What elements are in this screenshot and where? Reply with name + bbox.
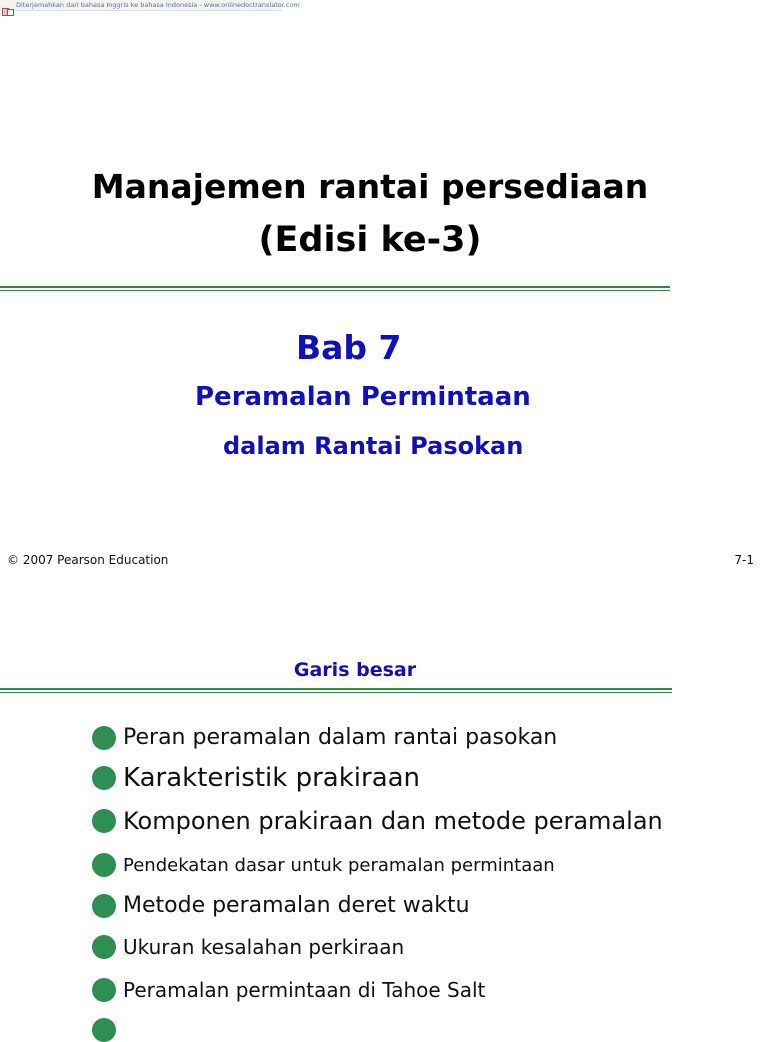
green-circle-bullet-icon: [92, 809, 116, 833]
list-item: [92, 763, 420, 793]
list-item: [92, 1018, 123, 1042]
green-circle-bullet-icon: [92, 978, 116, 1002]
outline-item-text: Komponen prakiraan dan metode peramalan: [123, 807, 663, 835]
translator-logo-icon: [2, 1, 14, 16]
list-item: [92, 807, 663, 835]
translator-banner[interactable]: [0, 0, 300, 16]
list-item: [92, 853, 555, 877]
document-title-line-2: (Edisi ke-3): [258, 220, 482, 260]
document-title-line-1: Manajemen rantai persediaan: [91, 167, 649, 206]
outline-item-text: Ukuran kesalahan perkiraan: [123, 935, 405, 959]
green-circle-bullet-icon: [92, 1018, 116, 1042]
outline-item-text: Metode peramalan deret waktu: [123, 893, 470, 918]
slide-number: 7-1: [734, 553, 754, 567]
list-item: [92, 725, 557, 750]
svg-text:G: G: [3, 10, 8, 16]
outline-divider: [0, 688, 672, 693]
chapter-subtitle-line-2: dalam Rantai Pasokan: [223, 432, 524, 460]
outline-item-text: Peran peramalan dalam rantai pasokan: [123, 725, 558, 750]
green-circle-bullet-icon: [92, 726, 116, 750]
outline-title: Garis besar: [293, 659, 417, 681]
chapter-subtitle-line-1: Peramalan Permintaan: [195, 382, 531, 412]
chapter-heading: Bab 7: [296, 328, 402, 367]
outline-item-text: Peramalan permintaan di Tahoe Salt: [123, 978, 486, 1002]
green-circle-bullet-icon: [92, 894, 116, 918]
green-circle-bullet-icon: [92, 766, 116, 790]
list-item: [92, 893, 470, 918]
outline-item-text: Pendekatan dasar untuk peramalan permintaan: [123, 854, 555, 876]
title-divider: [0, 286, 670, 291]
list-item: [92, 935, 404, 959]
translator-banner-text[interactable]: Diterjemahkan dari bahasa Inggris ke bahasa Indonesia - www.onlinedoctranslator.com: [16, 1, 300, 9]
list-item: [92, 978, 485, 1002]
outline-item-text: Karakteristik prakiraan: [123, 763, 421, 793]
green-circle-bullet-icon: [92, 853, 116, 877]
copyright-footer: © 2007 Pearson Education: [7, 553, 169, 567]
green-circle-bullet-icon: [92, 935, 116, 959]
